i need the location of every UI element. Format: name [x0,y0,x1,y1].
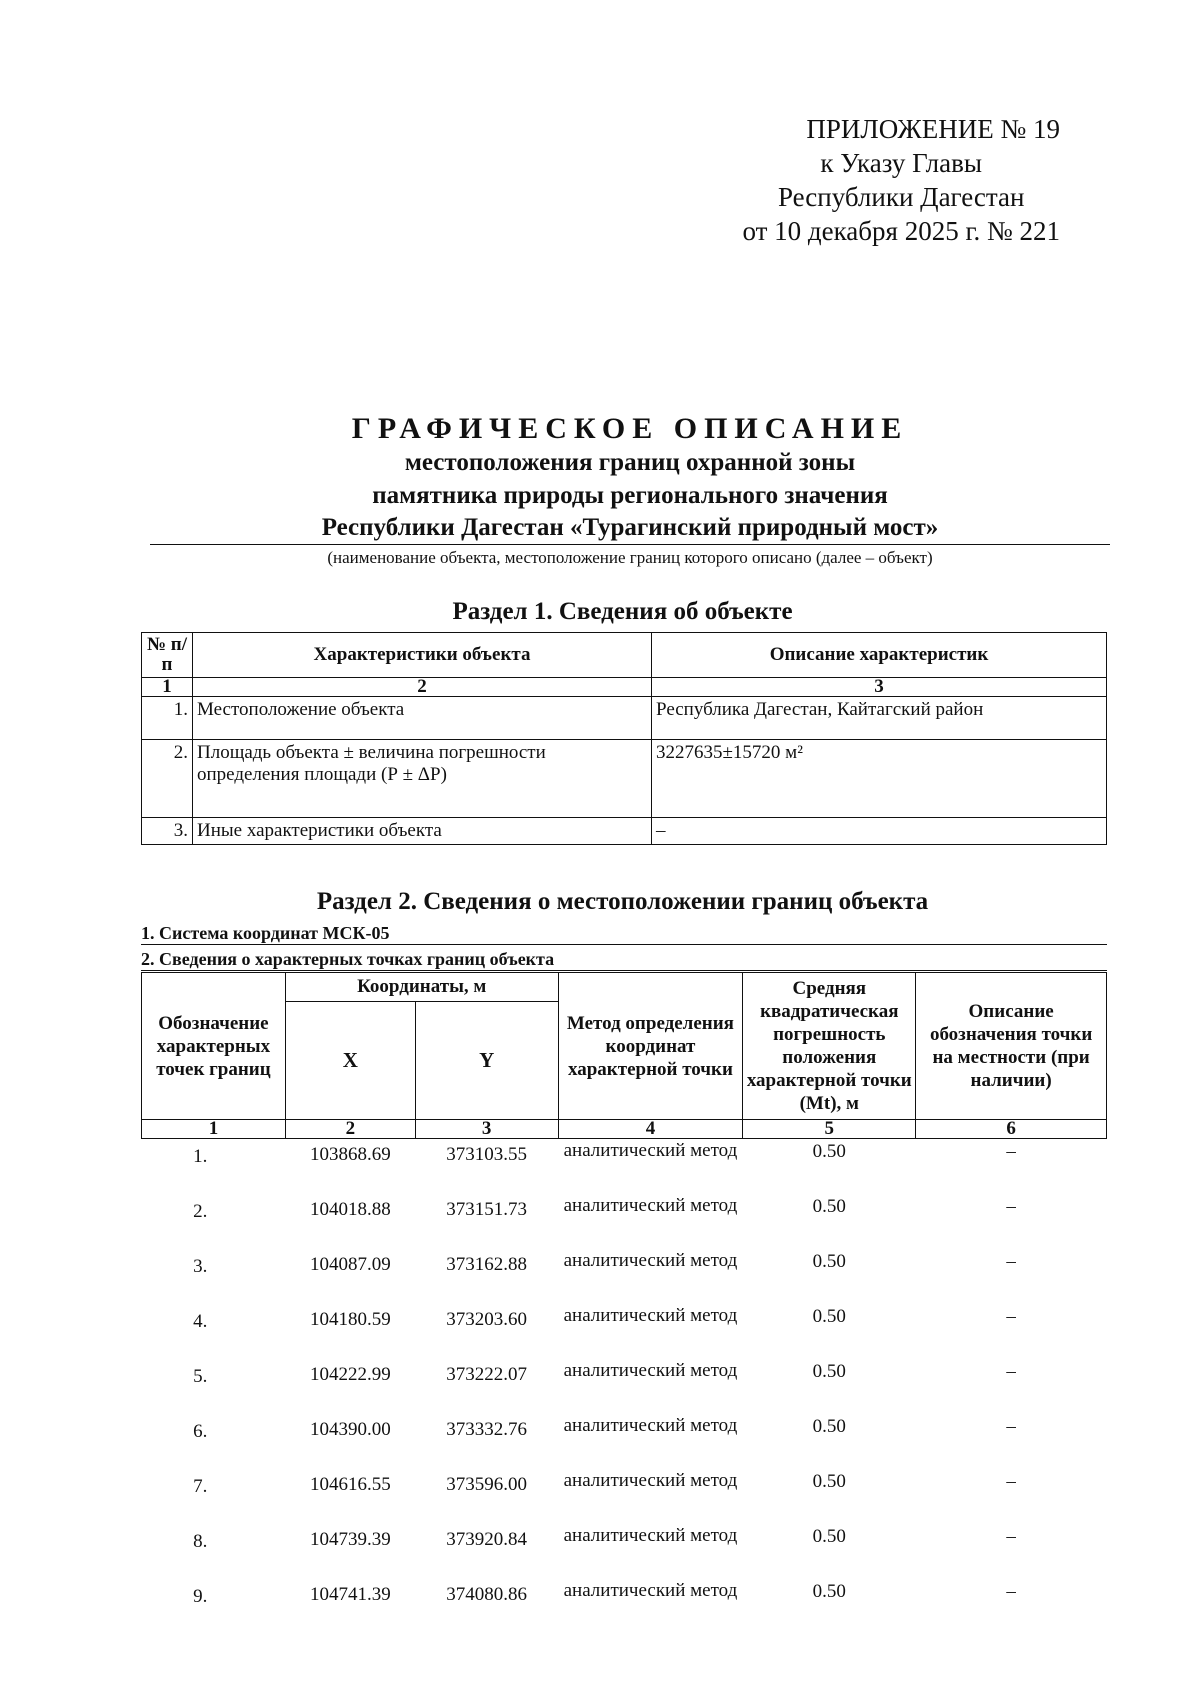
point-number: 6. [193,1421,208,1442]
attachment-number: ПРИЛОЖЕНИЕ № 19 [806,114,1060,144]
row-characteristic: Иные характеристики объекта [193,818,652,845]
header-x: X [285,1002,415,1120]
table-row [142,1469,1107,1524]
point-error: 0.50 [812,1581,846,1602]
header-characteristics: Характеристики объекта [193,633,652,678]
point-method: аналитический метод [563,1470,738,1491]
point-error: 0.50 [812,1306,846,1327]
point-error: 0.50 [812,1471,846,1492]
row-characteristic: Площадь объекта ± величина погрешности определения площади (Р ± ΔР) [193,740,652,818]
point-description: – [1006,1526,1016,1547]
point-number: 3. [193,1256,208,1277]
index-cell: 1 [142,678,193,697]
point-y: 373596.00 [446,1474,528,1495]
point-method: аналитический метод [563,1580,738,1601]
point-error: 0.50 [812,1416,846,1437]
point-description: – [1006,1581,1016,1602]
header-description: Описание характеристик [652,633,1107,678]
point-number: 4. [193,1311,208,1332]
point-error: 0.50 [812,1251,846,1272]
point-description: – [1006,1361,1016,1382]
point-method: аналитический метод [563,1415,738,1436]
point-description: – [1006,1251,1016,1272]
header-method: Метод определения координат характерной точки [558,973,743,1120]
coordinate-system: 1. Система координат МСК-05 [141,922,1107,945]
section2-title: Раздел 2. Сведения о местоположении границ объекта [316,888,929,915]
title-subtitle-2: памятника природы регионального значения [372,482,888,509]
point-y: 373203.60 [446,1309,528,1330]
table-row [142,1194,1107,1249]
index-cell: 2 [285,1120,415,1139]
document-title [150,412,1110,569]
title-main: ГРАФИЧЕСКОЕ ОПИСАНИЕ [351,412,909,445]
header-designation: Обозначение характерных точек границ [142,973,286,1120]
point-description: – [1006,1416,1016,1437]
table-row [142,818,1107,845]
row-characteristic: Местоположение объекта [193,697,652,740]
point-y: 373162.88 [446,1254,528,1275]
point-y: 373222.07 [446,1364,528,1385]
point-error: 0.50 [812,1196,846,1217]
index-cell: 3 [652,678,1107,697]
points-table [141,972,1107,1634]
point-x: 104180.59 [309,1309,391,1330]
point-method: аналитический метод [563,1195,738,1216]
point-number: 8. [193,1531,208,1552]
point-method: аналитический метод [563,1525,738,1546]
index-cell: 1 [142,1120,286,1139]
table-row [142,1139,1107,1195]
row-description: – [652,818,1107,845]
point-method: аналитический метод [563,1250,738,1271]
title-subtitle-1: местоположения границ охранной зоны [404,449,856,476]
index-cell: 5 [743,1120,916,1139]
point-x: 104222.99 [309,1364,391,1385]
point-method: аналитический метод [563,1140,738,1161]
point-number: 2. [193,1201,208,1222]
attachment-republic: Республики Дагестан [777,182,1025,212]
point-number: 5. [193,1366,208,1387]
table-row [142,740,1107,818]
point-x: 104741.39 [309,1584,391,1605]
attachment-date: от 10 декабря 2025 г. № 221 [742,216,1060,246]
table-row [142,697,1107,740]
point-error: 0.50 [812,1361,846,1382]
header-y: Y [415,1002,558,1120]
point-error: 0.50 [812,1141,846,1162]
point-number: 9. [193,1586,208,1607]
index-cell: 3 [415,1120,558,1139]
point-y: 373103.55 [446,1144,528,1165]
table-row [142,1524,1107,1579]
point-x: 104616.55 [309,1474,391,1495]
point-description: – [1006,1196,1016,1217]
point-x: 104018.88 [309,1199,391,1220]
row-number: 1. [142,697,193,740]
row-description: 3227635±15720 м² [652,740,1107,818]
points-title: 2. Сведения о характерных точках границ объекта [141,948,1107,971]
section1-title: Раздел 1. Сведения об объекте [452,598,793,625]
header-number: № п/п [142,633,193,678]
row-number: 3. [142,818,193,845]
table-row [142,1414,1107,1469]
table-row [142,1579,1107,1634]
attachment-reference: к Указу Главы [820,148,982,178]
point-y: 373920.84 [446,1529,528,1550]
table-row [142,1359,1107,1414]
point-description: – [1006,1306,1016,1327]
attachment-header [742,112,1060,248]
table-row [142,1304,1107,1359]
header-point-description: Описание обозначения точки на местности (при наличии) [916,973,1107,1120]
title-note: (наименование объекта, местоположение границ которого описано (далее – объект) [327,548,933,567]
point-x: 103868.69 [309,1144,391,1165]
point-description: – [1006,1141,1016,1162]
point-x: 104739.39 [309,1529,391,1550]
point-error: 0.50 [812,1526,846,1547]
point-y: 374080.86 [446,1584,528,1605]
point-x: 104087.09 [309,1254,391,1275]
header-coordinates: Координаты, м [285,973,558,1002]
point-description: – [1006,1471,1016,1492]
point-number: 1. [193,1146,208,1167]
index-cell: 4 [558,1120,743,1139]
point-y: 373332.76 [446,1419,528,1440]
point-x: 104390.00 [309,1419,391,1440]
index-cell: 6 [916,1120,1107,1139]
row-number: 2. [142,740,193,818]
point-y: 373151.73 [446,1199,528,1220]
table-row [142,1249,1107,1304]
object-info-table [141,632,1107,845]
point-method: аналитический метод [563,1360,738,1381]
title-subtitle-3: Республики Дагестан «Турагинский природный мост» [150,512,1110,545]
point-method: аналитический метод [563,1305,738,1326]
index-cell: 2 [193,678,652,697]
header-error: Средняя квадратическая погрешность положения характерной точки (Mt), м [743,973,916,1120]
point-number: 7. [193,1476,208,1497]
row-description: Республика Дагестан, Кайтагский район [652,697,1107,740]
